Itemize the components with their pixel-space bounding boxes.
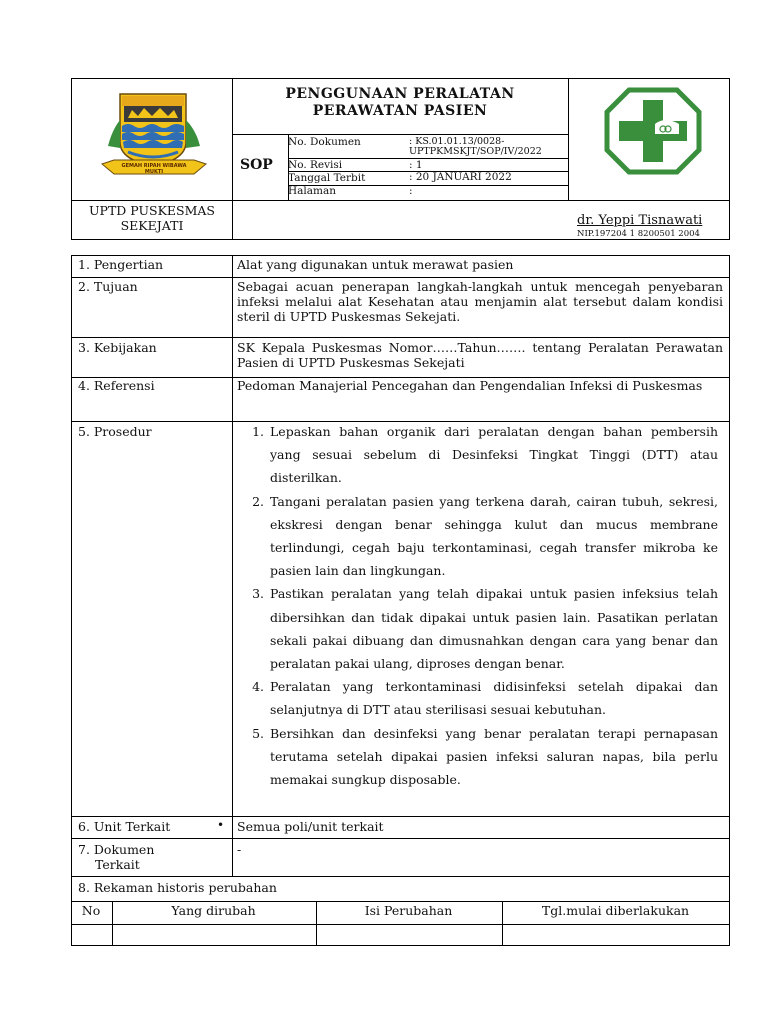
bullet-unit-terkait: •: [217, 818, 225, 832]
text-tujuan: Sebagai acuan penerapan langkah-langkah untuk mencegah penyebaran infeksi melalui alat Kesehatan atau menjamin alat tersebut dalam kondisi steril di UPTD Puskesmas Sekejati.: [237, 279, 723, 324]
procedure-step: 4. Peralatan yang terkontaminasi didisinfeksi setelah dipakai dan selanjutnya di DTT atau sterilisasi sesuai kebutuhan.: [268, 675, 718, 721]
text-pengertian: Alat yang digunakan untuk merawat pasien: [237, 257, 514, 272]
text-dokumen-terkait: -: [237, 842, 242, 857]
meta-label-page: Halaman: [288, 185, 337, 197]
label-pengertian: 1. Pengertian: [78, 257, 164, 272]
sop-label: SOP: [240, 157, 273, 173]
label-kebijakan: 3. Kebijakan: [78, 340, 157, 355]
text-kebijakan: SK Kepala Puskesmas Nomor……Tahun……. tentang Peralatan Perawatan Pasien di UPTD Puskesmas Sekejati: [237, 340, 723, 370]
procedure-step: 3. Pastikan peralatan yang telah dipakai untuk pasien infeksius telah dibersihkan dan tidak dipakai untuk pasien lain. Pasatikan perlatan sekali pakai dibuang dan dimusnahkan dengan cara yang benar dan peralatan pakai ulang, diproses dengan benar.: [268, 582, 718, 675]
meta-value-doc-number: : KS.01.01.13/0028-: [409, 136, 505, 147]
text-unit-terkait: Semua poli/unit terkait: [237, 819, 384, 834]
org-name-line-2: SEKEJATI: [120, 218, 184, 233]
column-header-no: No: [81, 903, 101, 918]
title-line-1: PENGGUNAAN PERALATAN: [285, 86, 515, 102]
label-rekaman: 8. Rekaman historis perubahan: [78, 880, 277, 895]
meta-label-revision: No. Revisi: [288, 159, 343, 171]
label-prosedur: 5. Prosedur: [78, 424, 152, 439]
procedure-list: [240, 420, 718, 791]
column-header-yang-dirubah: Yang dirubah: [171, 903, 256, 918]
label-dokumen-terkait: [78, 842, 154, 872]
meta-value-issue-date: : 20 JANUARI 2022: [409, 171, 512, 183]
puskesmas-logo: [603, 86, 703, 176]
org-name: [72, 203, 232, 233]
signatory-name: dr. Yeppi Tisnawati: [577, 213, 703, 228]
procedure-step: 5. Bersihkan dan desinfeksi yang benar peralatan terapi pernapasan terutama setelah dipakai pasien infeksi saluran napas, bila perlu memakai sungkup disposable.: [268, 722, 718, 792]
label-dokumen-terkait-line-2: Terkait: [95, 857, 140, 872]
meta-value-page: :: [409, 185, 413, 197]
meta-label-issue-date: Tanggal Terbit: [288, 172, 366, 184]
label-unit-terkait: 6. Unit Terkait: [78, 819, 171, 834]
column-header-isi-perubahan: Isi Perubahan: [364, 903, 453, 918]
text-referensi: Pedoman Manajerial Pencegahan dan Pengendalian Infeksi di Puskesmas: [237, 378, 703, 393]
signatory-nip: NIP.197204 1 8200501 2004: [577, 229, 700, 239]
label-tujuan: 2. Tujuan: [78, 279, 138, 294]
logo-motto: GEMAH RIPAH WIBAWA MUKTI: [121, 163, 187, 175]
org-name-line-1: UPTD PUSKESMAS: [89, 203, 215, 218]
procedure-step: 2. Tangani peralatan pasien yang terkena darah, cairan tubuh, sekresi, ekskresi dengan benar sehingga kulut dan mucus membrane terlindungi, cegah baju terkontaminasi, cegah transfer mikroba ke pasien lain dan lingkungan.: [268, 490, 718, 583]
title-line-2: PERAWATAN PASIEN: [312, 103, 488, 119]
meta-value-revision: : 1: [409, 159, 423, 171]
health-cross-icon: [603, 86, 703, 176]
meta-value-doc-number-cont: UPTPKMSKJT/SOP/IV/2022: [409, 146, 542, 157]
regency-logo: [98, 90, 210, 180]
procedure-step: 1. Lepaskan bahan organik dari peralatan dengan bahan pembersih yang sesuai sebelum di Desinfeksi Tingkat Tinggi (DTT) atau disterilkan.: [268, 420, 718, 490]
meta-label-doc-number: No. Dokumen: [288, 136, 361, 148]
label-dokumen-terkait-line-1: 7. Dokumen: [78, 842, 155, 857]
column-header-tgl-mulai: Tgl.mulai diberlakukan: [541, 903, 690, 918]
label-referensi: 4. Referensi: [78, 378, 155, 393]
document-title: [232, 86, 568, 120]
